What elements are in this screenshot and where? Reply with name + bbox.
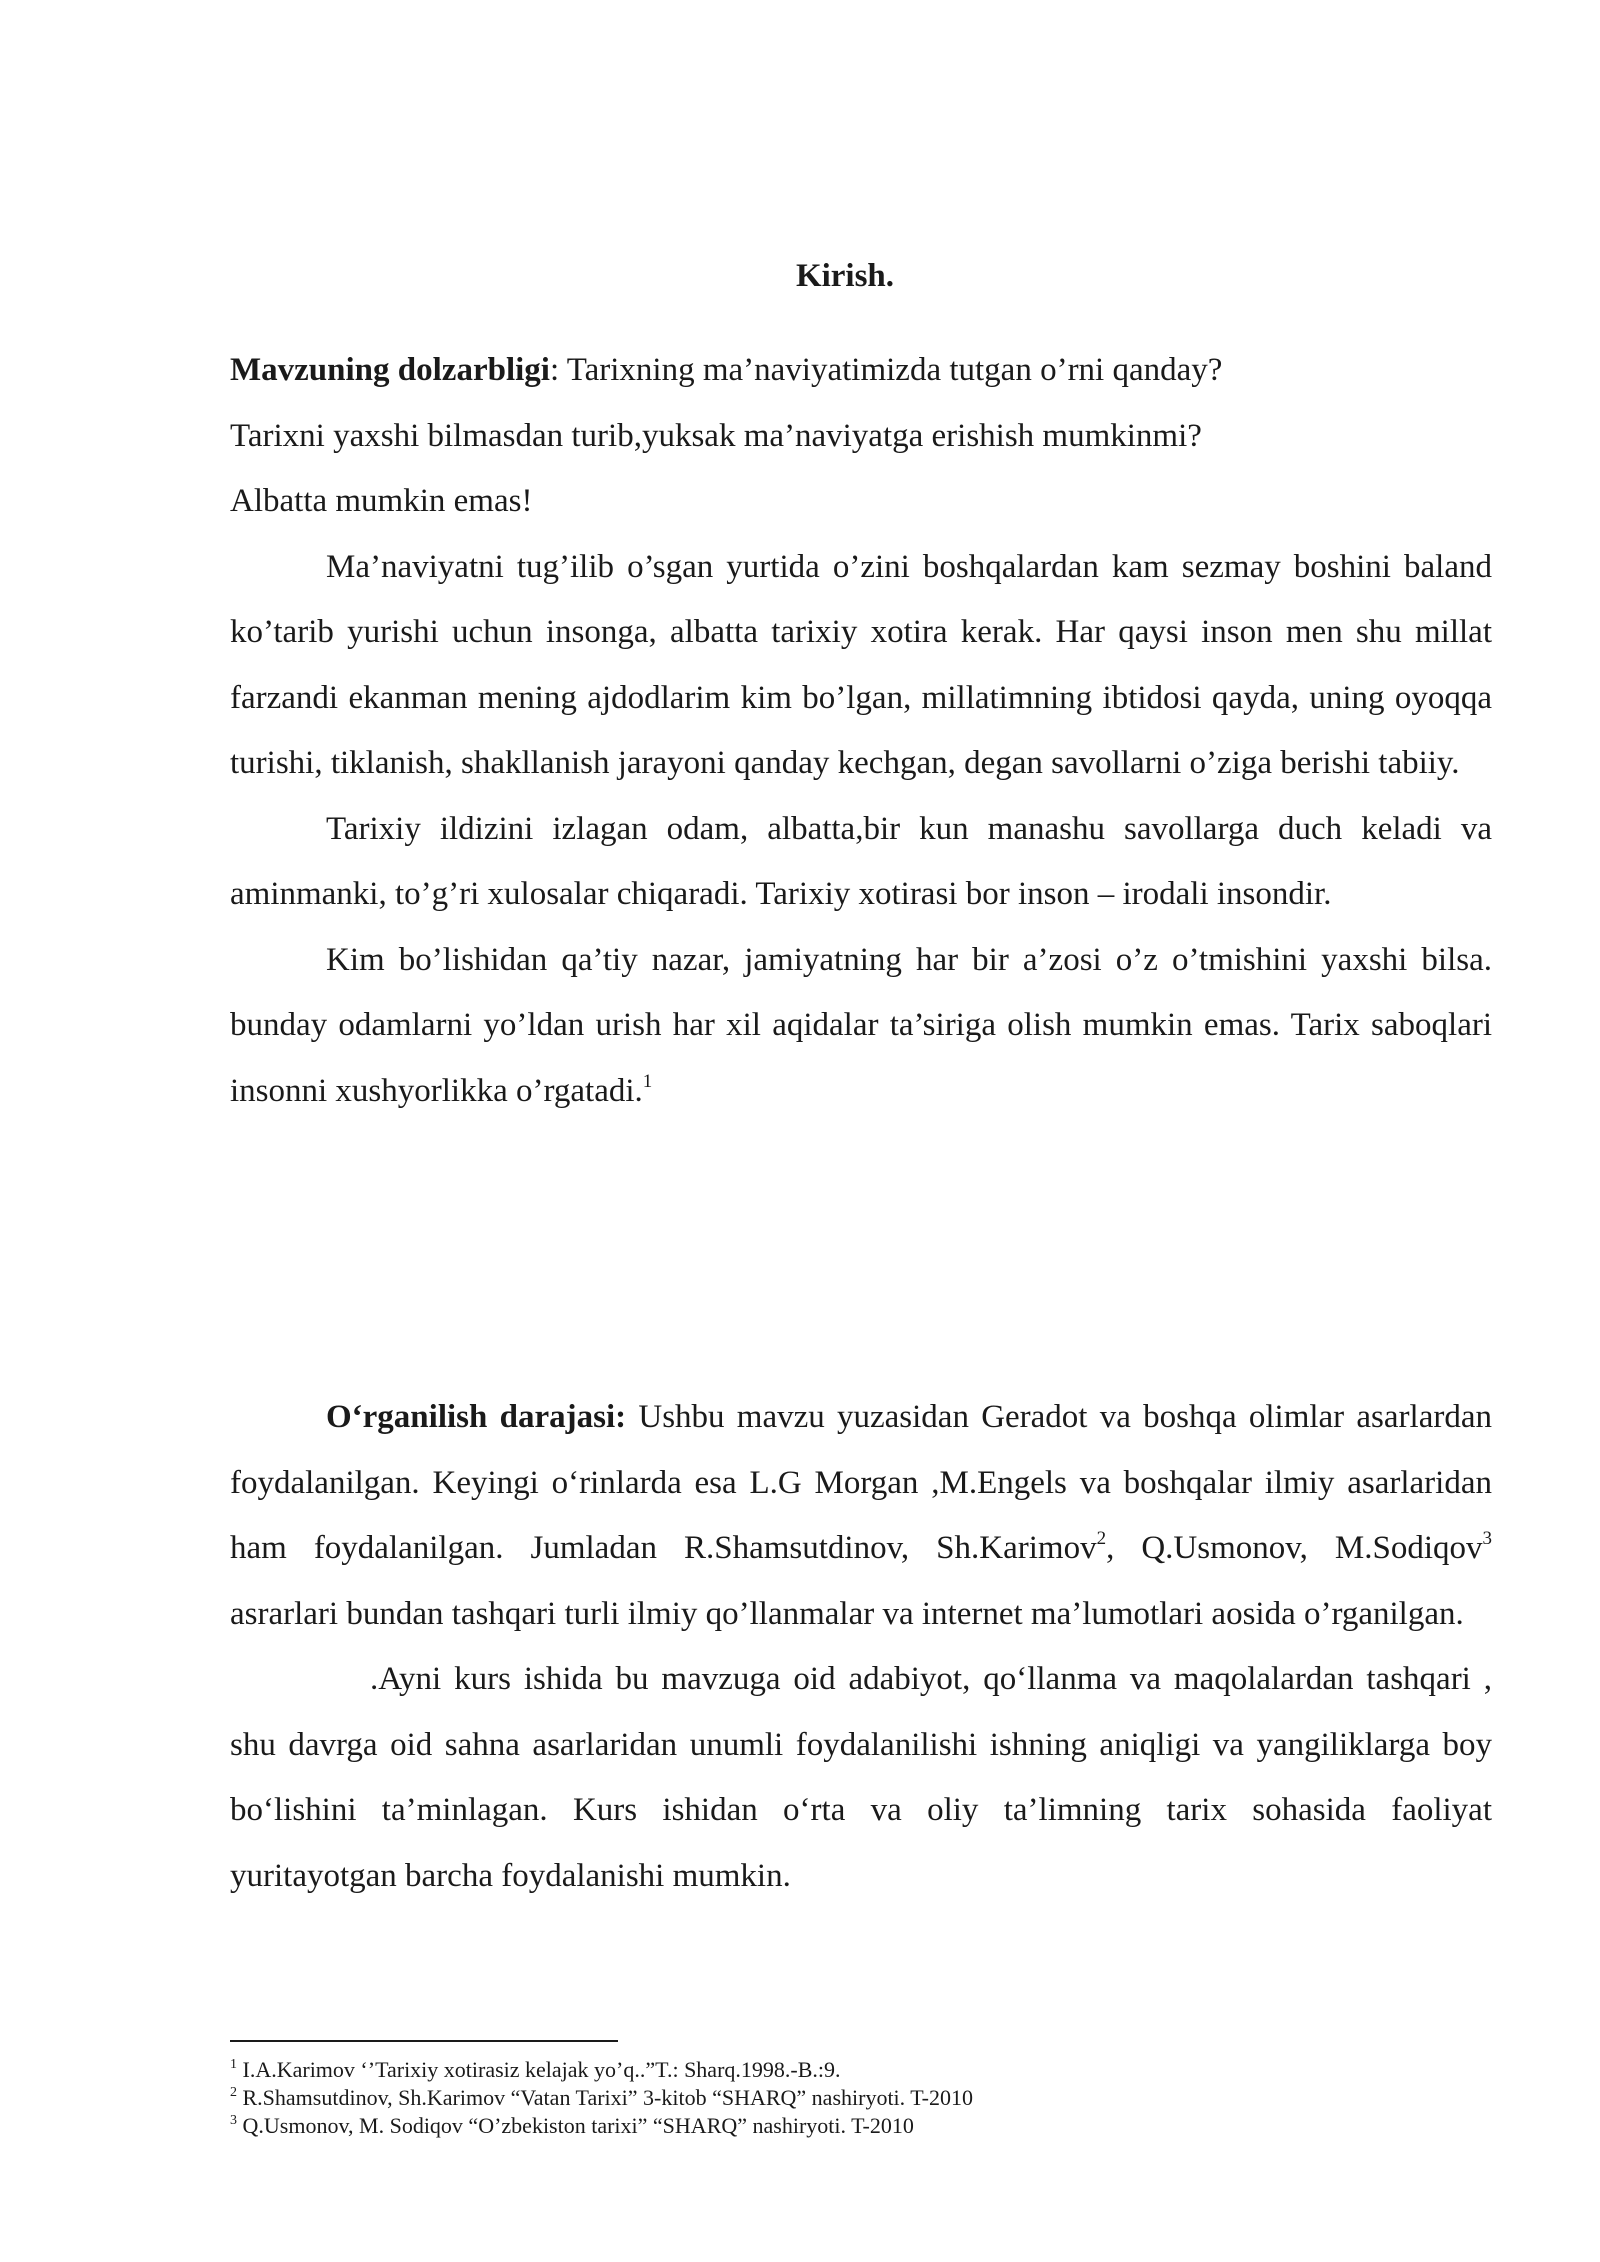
footnote-ref-2: 2 [1096,1528,1107,1549]
footnote-2 [230,2084,1492,2112]
footnotes [230,2056,1492,2140]
relevance-question-1: Tarixning ma’naviyatimizda tutgan o’rni qanday? [559,352,1223,388]
page-title: Kirish. [795,258,895,294]
relevance-question-2: Tarixni yaxshi bilmasdan turib,yuksak ma’naviyatga erishish mumkinmi? [230,417,1202,454]
study-level-paragraph-1 [230,1385,1492,1647]
study-level-text-a: Ushbu mavzu yuzasidan Geradot va boshqa olimlar asarlardan foydalanilgan. Keyingi o‘rinlarda esa L.G Morgan ,M.Engels va boshqalar ilmiy asarlaridan ham foydalanilgan. Jumladan R.Shamsutdinov, Sh.Karimov [230,1399,1492,1566]
relevance-heading: Mavzuning dolzarbligi [230,352,550,388]
footnote-ref-1: 1 [642,1070,653,1092]
footnote-1-text: I.A.Karimov ‘’Tarixiy xotirasiz kelajak yo’q..”T.: Sharq.1998.-B.:9. [237,2057,841,2082]
relevance-answer: Albatta mumkin emas! [230,483,533,519]
footnote-ref-3: 3 [1482,1528,1492,1549]
footnote-3-number: 3 [230,2113,237,2128]
study-level-text-c: asrarlari bundan tashqari turli ilmiy qo’llanmalar va internet ma’lumotlari aosida o’rganilgan. [230,1595,1464,1632]
relevance-intro-line [230,338,1492,404]
footnote-3 [230,2112,1492,2140]
study-level-paragraph-2: .Ayni kurs ishida bu mavzuga oid adabiyot, qo‘llanma va maqolalardan tashqari , shu davrga oid sahna asarlaridan unumli foydalanilishi ishning aniqligi va yangiliklarga boy bo‘lishini ta’minlagan. Kurs ishidan o‘rta va oliy ta’limning tarix sohasida faoliyat yuritayotgan barcha foydalanishi mumkin. [230,1661,1492,1894]
footnote-1-number: 1 [230,2057,237,2072]
footnote-separator [230,2040,618,2042]
section-study-level [230,1385,1492,1909]
footnote-2-number: 2 [230,2085,237,2100]
study-level-heading: O‘rganilish darajasi: [326,1399,627,1435]
footnote-2-text: R.Shamsutdinov, Sh.Karimov “Vatan Tarixi” 3-kitob “SHARQ” nashiryoti. T-2010 [237,2085,974,2110]
relevance-paragraph-2: Tarixiy ildizini izlagan odam, albatta,bir kun manashu savollarga duch keladi va aminmanki, to’g’ri xulosalar chiqaradi. Tarixiy xotirasi bor inson – irodali insondir. [230,810,1492,912]
relevance-paragraph-3 [230,928,1492,1125]
footnote-1 [230,2056,1492,2084]
section-relevance [230,338,1492,1124]
relevance-paragraph-3-text: Kim bo’lishidan qa’tiy nazar, jamiyatning har bir a’zosi o’z o’tmishini yaxshi bilsa. bunday odamlarni yo’ldan urish har xil aqidalar ta’siriga olish mumkin emas. Tarix saboqlari insonni xushyorlikka o’rgatadi. [230,941,1492,1109]
footnote-3-text: Q.Usmonov, M. Sodiqov “O’zbekiston tarixi” “SHARQ” nashiryoti. T-2010 [237,2113,914,2138]
study-level-text-b: , Q.Usmonov, M.Sodiqov [1106,1530,1483,1566]
relevance-paragraph-1: Ma’naviyatni tug’ilib o’sgan yurtida o’zini boshqalardan kam sezmay boshini baland ko’tarib yurishi uchun insonga, albatta tarixiy xotira kerak. Har qaysi inson men shu millat farzandi ekanman mening ajdodlarim kim bo’lgan, millatimning ibtidosi qayda, uning oyoqqa turishi, tiklanish, shakllanish jarayoni qanday kechgan, degan savollarni o’ziga berishi tabiiy. [230,548,1492,781]
relevance-heading-colon: : [549,352,560,388]
